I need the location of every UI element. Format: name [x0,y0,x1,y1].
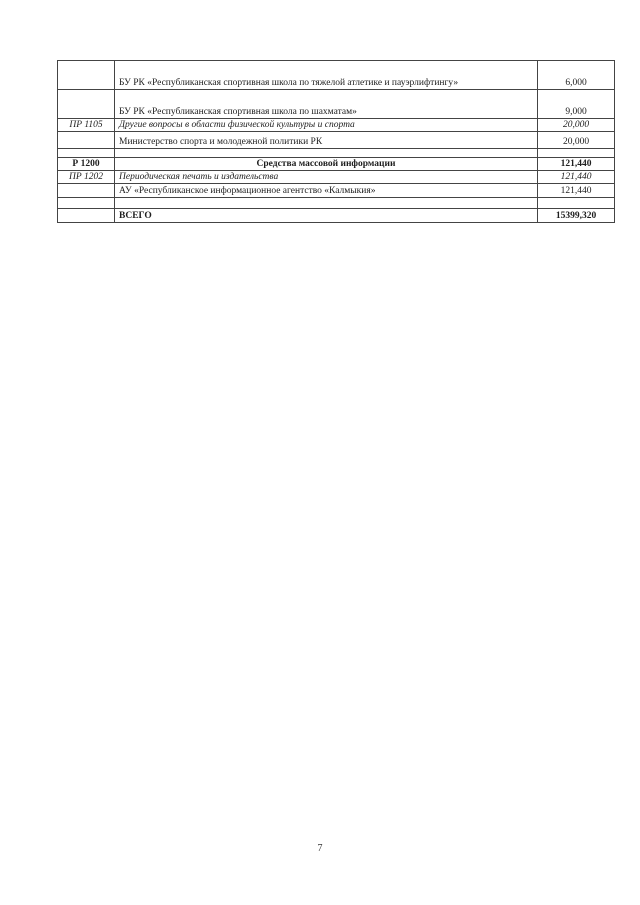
spacer-row [58,149,615,158]
table-row [58,61,615,90]
row-code: Р 1200 [58,158,115,171]
row-name: БУ РК «Республиканская спортивная школа по тяжелой атлетике и пауэрлифтингу» [115,61,538,90]
page-number: 7 [317,843,323,854]
table-row [58,119,615,132]
row-name [115,149,538,158]
row-name: Периодическая печать и издательства [115,171,538,184]
row-code [58,90,115,119]
budget-table [57,60,615,223]
row-amount [538,149,615,158]
row-amount: 121,440 [538,158,615,171]
row-name: АУ «Республиканское информационное агентство «Калмыкия» [115,184,538,198]
row-amount: 20,000 [538,119,615,132]
row-code [58,209,115,223]
spacer-row [58,198,615,209]
row-code: ПР 1202 [58,171,115,184]
row-code: ПР 1105 [58,119,115,132]
table-row [58,132,615,149]
row-code [58,198,115,209]
row-amount: 9,000 [538,90,615,119]
row-amount [538,198,615,209]
row-code [58,61,115,90]
row-amount: 121,440 [538,171,615,184]
row-code [58,132,115,149]
row-name: Министерство спорта и молодежной политики РК [115,132,538,149]
row-amount: 20,000 [538,132,615,149]
table-row [58,90,615,119]
total-label: ВСЕГО [115,209,538,223]
table-row [58,184,615,198]
row-name: Другие вопросы в области физической культуры и спорта [115,119,538,132]
row-code [58,184,115,198]
row-amount: 121,440 [538,184,615,198]
total-row [58,209,615,223]
row-amount: 6,000 [538,61,615,90]
row-code [58,149,115,158]
section-row [58,158,615,171]
row-name: Средства массовой информации [115,158,538,171]
row-name [115,198,538,209]
table-row [58,171,615,184]
total-amount: 15399,320 [538,209,615,223]
row-name: БУ РК «Республиканская спортивная школа по шахматам» [115,90,538,119]
